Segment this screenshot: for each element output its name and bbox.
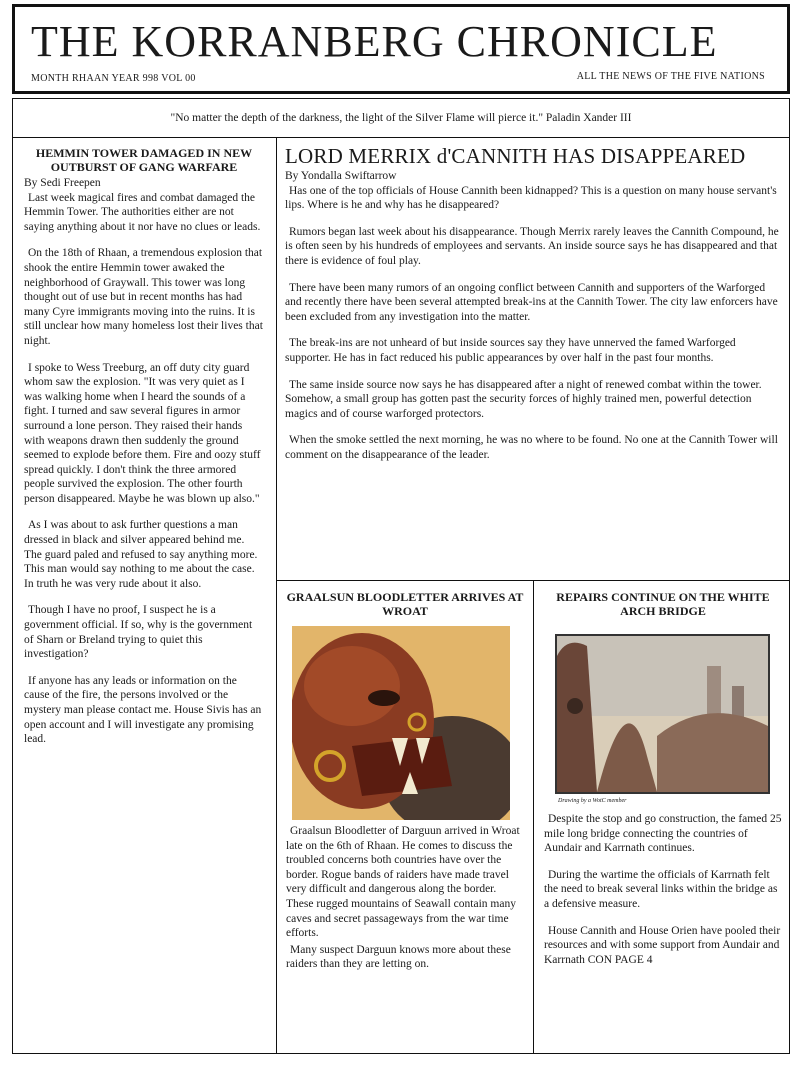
article-paragraph: House Cannith and House Orien have pooled their resources and with some support from Aundair and Karrnath CON PAGE 4 xyxy=(544,924,781,966)
article-paragraph: When the smoke settled the next morning, he was no where to be found. No one at the Cannith Tower will comment on the disappearance of the leader. xyxy=(285,434,778,461)
article-paragraph: If anyone has any leads or information on the cause of the fire, the persons involved or the mystery man please contact me. House Sivis has an open account and I will investigate any promising lead. xyxy=(24,674,262,746)
article-paragraph: Though I have no proof, I suspect he is a government official. If so, why is the government of Sharn or Breland trying to quiet this investigation? xyxy=(24,604,253,661)
article-paragraph: There have been many rumors of an ongoing conflict between Cannith and supporters of the Warforged and recently there have been several attempted break-ins at the Cannith Tower. The city law enforcers have been excluded from any investigation into the matter. xyxy=(285,281,778,323)
article-paragraph: The same inside source now says he has disappeared after a night of renewed combat within the tower. Somehow, a small group has gotten past the security forces of highly trained men, powerful detection magics and of course warforged protectors. xyxy=(285,378,762,420)
article-paragraph: Graalsun Bloodletter of Darguun arrived in Wroat late on the 6th of Rhaan. He comes to discuss the troubled concerns both countries have over the border. Rogue bands of raiders have made travel very difficult and dangerous along the border. These rugged mountains of Seawall contain many caves and secret passageways from the war time efforts. xyxy=(286,825,520,940)
column-rule-right xyxy=(533,580,534,1054)
article-paragraph: Despite the stop and go construction, the famed 25 mile long bridge connecting the countries of Aundair and Karrnath continues. xyxy=(544,813,782,855)
article-paragraph: The break-ins are not unheard of but inside sources say they have unnerved the famed Warforged supporter. He has in fact reduced his public appearances by over half in the past four months. xyxy=(285,337,736,364)
article-headline: LORD MERRIX d'CANNITH HAS DISAPPEARED xyxy=(285,144,746,168)
article-paragraph: I spoke to Wess Treeburg, an off duty city guard whom saw the explosion. "It was very quiet as I was walking home when I heard the sounds of a fight. I turned and saw several figures in armor surround a lone person. They raised their hands with weapons drawn then suddenly the ground seemed to explode before them. Fire and oozy stuff spread quickly. I don't think the three armored people survived the explosion. The other fourth person disappeared. Maybe he was blown up also." xyxy=(24,361,261,505)
column-rule-left xyxy=(276,138,277,1054)
article-paragraph: Many suspect Darguun knows more about these raiders than they are letting on. xyxy=(286,943,511,971)
orc-illustration xyxy=(292,626,510,820)
article-paragraph: As I was about to ask further questions a man dressed in black and silver appeared behind me. The guard paled and refused to say anything more. This man would say nothing to me about the case. In truth he was very rude about it also. xyxy=(24,519,258,590)
masthead xyxy=(12,4,790,94)
article-graalsun-body xyxy=(286,824,524,984)
article-merrix xyxy=(285,144,781,475)
bridge-image xyxy=(555,634,770,794)
bridge-illustration xyxy=(557,636,768,792)
article-graalsun xyxy=(286,590,524,620)
article-hemmin-tower xyxy=(24,146,264,759)
article-white-arch-bridge xyxy=(544,590,782,620)
newspaper-title: THE KORRANBERG CHRONICLE xyxy=(31,17,718,66)
article-paragraph: Last week magical fires and combat damaged the Hemmin Tower. The authorities either are not saying anything about it nor have no clues or leads. xyxy=(24,191,261,233)
article-headline: REPAIRS CONTINUE ON THE WHITE ARCH BRIDGE xyxy=(556,590,770,618)
article-headline: HEMMIN TOWER DAMAGED IN NEW OUTBURST OF GANG WARFARE xyxy=(35,146,253,174)
article-bridge-body xyxy=(544,812,782,979)
issue-line: MONTH RHAAN YEAR 998 VOL 00 xyxy=(31,73,196,84)
article-paragraph: Rumors began last week about his disappearance. Though Merrix rarely leaves the Cannith Compound, he is often seen by his hundreds of employees and servants. An inside source says he has disappeared and that there is evidence of foul play. xyxy=(285,225,779,267)
quote-bar xyxy=(12,98,790,138)
article-byline: By Sedi Freepen xyxy=(24,177,101,189)
orc-portrait-image xyxy=(292,626,510,820)
article-paragraph: On the 18th of Rhaan, a tremendous explosion that shook the entire Hemmin tower awaked the neighborhood of Graywall. This tower was long thought out of use but in recent months has had many Cyre immigrants moving into the ruins. It is still unclear how many homeless lost their lives that night. xyxy=(24,247,263,347)
image-credit: Drawing by a WotC member xyxy=(558,798,627,804)
article-paragraph: Has one of the top officials of House Cannith been kidnapped? This is a question on many house servant's lips. Where is he and why has he disappeared? xyxy=(285,184,777,212)
article-paragraph: During the wartime the officials of Karrnath felt the need to break several links within the bridge as a defensive measure. xyxy=(544,868,778,910)
article-byline: By Yondalla Swiftarrow xyxy=(285,170,397,182)
article-headline: GRAALSUN BLOODLETTER ARRIVES AT WROAT xyxy=(286,590,524,618)
quote-text: "No matter the depth of the darkness, the light of the Silver Flame will pierce it." Paladin Xander III xyxy=(170,112,632,124)
tagline: ALL THE NEWS OF THE FIVE NATIONS xyxy=(576,71,765,82)
